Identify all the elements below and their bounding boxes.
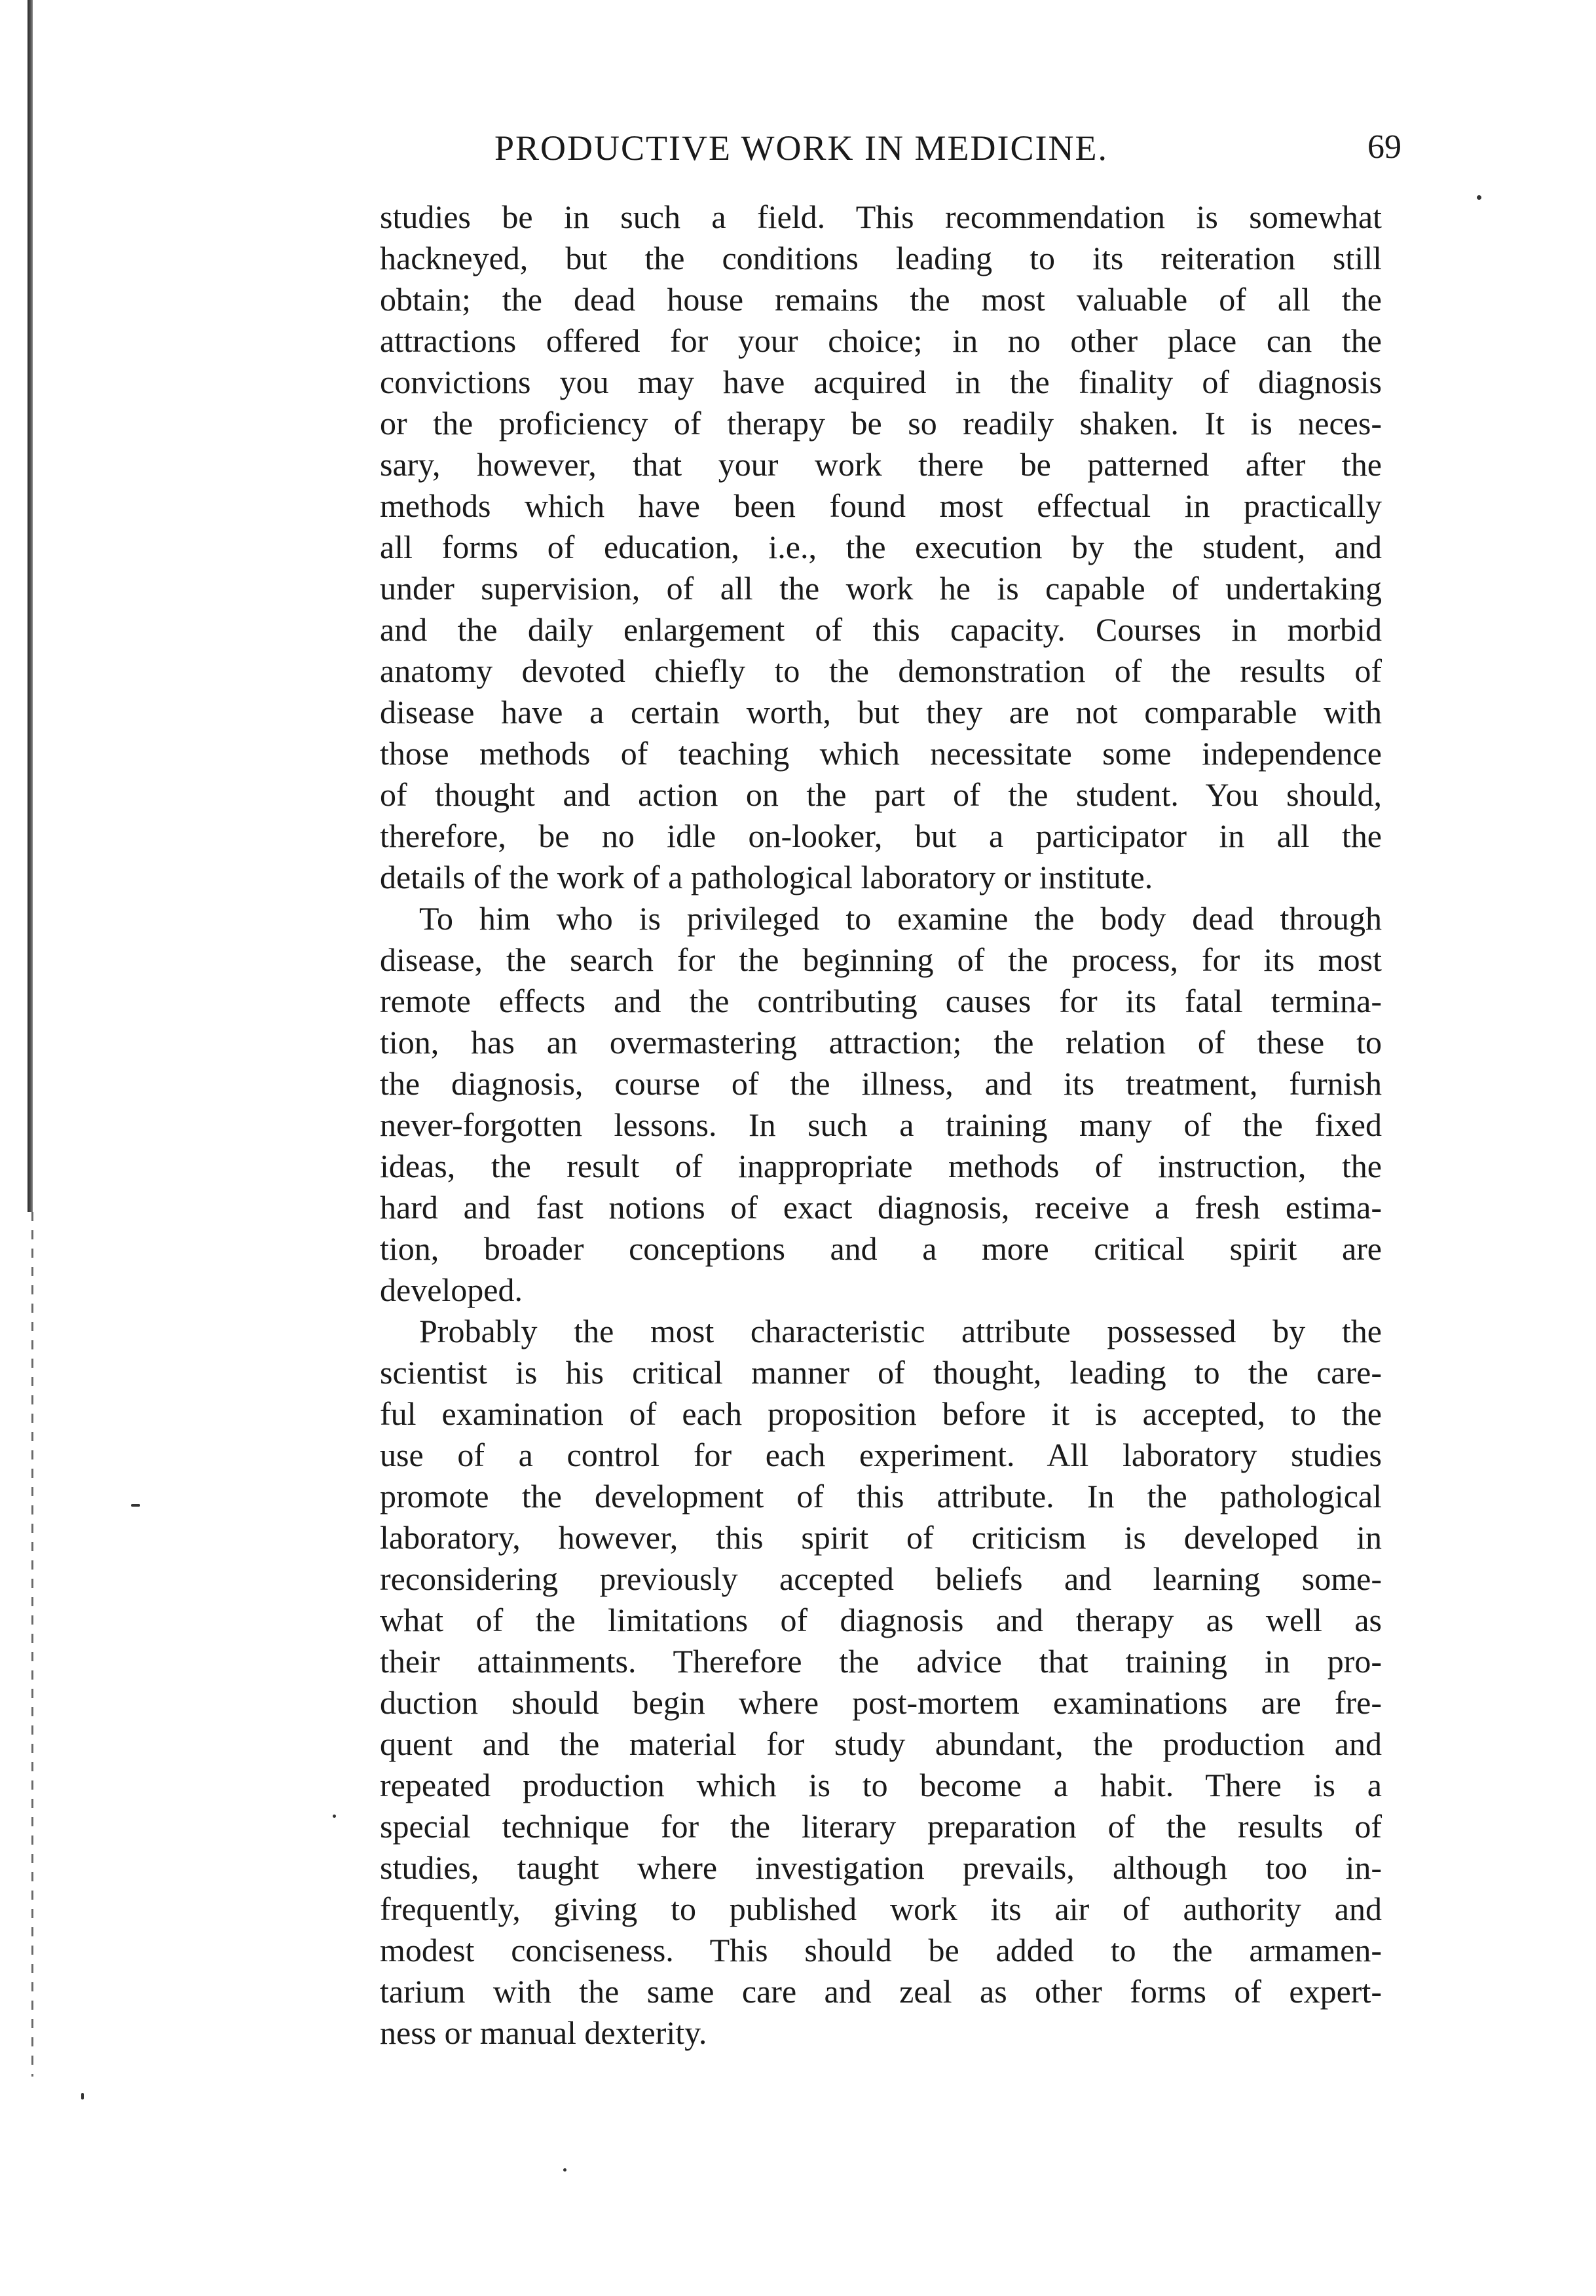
scan-speck [81,2093,84,2099]
text-line: hard and fast notions of exact diagnosis, receive a fresh estima- [380,1189,1382,1226]
binding-edge [28,0,33,1212]
text-line: tarium with the same care and zeal as other forms of expert- [380,1973,1382,2010]
text-line: special technique for the literary preparation of the results of [380,1808,1382,1845]
paragraph [380,1311,1382,2054]
text-line: obtain; the dead house remains the most valuable of all the [380,281,1382,318]
text-line: repeated production which is to become a habit. There is a [380,1767,1382,1803]
text-line: or the proficiency of therapy be so readily shaken. It is neces- [380,405,1382,442]
scan-speck [131,1504,140,1507]
text-line: and the daily enlargement of this capacity. Courses in morbid [380,611,1382,648]
text-line: remote effects and the contributing causes for its fatal termina- [380,983,1382,1019]
text-line: developed. [380,1271,523,1308]
text-line: To him who is privileged to examine the body dead through [419,900,1382,937]
text-line: disease have a certain worth, but they are not comparable with [380,694,1382,730]
text-line: duction should begin where post-mortem examinations are fre- [380,1684,1382,1721]
text-line: methods which have been found most effectual in practically [380,487,1382,524]
text-line: all forms of education, i.e., the execution by the student, and [380,529,1382,565]
running-title: PRODUCTIVE WORK IN MEDICINE. [494,128,1108,168]
text-line: under supervision, of all the work he is capable of undertaking [380,570,1382,607]
text-line: quent and the material for study abundant, the production and [380,1725,1382,1762]
text-line: tion, has an overmastering attraction; the relation of these to [380,1024,1382,1061]
paragraph [380,898,1382,1311]
text-line: ful examination of each proposition before it is accepted, to the [380,1395,1382,1432]
text-line: ness or manual dexterity. [380,2014,707,2051]
text-line: laboratory, however, this spirit of criticism is developed in [380,1519,1382,1556]
text-line: use of a control for each experiment. All laboratory studies [380,1437,1382,1473]
text-line: therefore, be no idle on-looker, but a participator in all the [380,818,1382,854]
body-text [380,197,1382,2054]
text-line: never-forgotten lessons. In such a training many of the fixed [380,1106,1382,1143]
text-line: frequently, giving to published work its air of authority and [380,1891,1382,1927]
text-line: details of the work of a pathological laboratory or institute. [380,859,1153,895]
paragraph [380,197,1382,898]
text-line: attractions offered for your choice; in no other place can the [380,322,1382,359]
text-line: tion, broader conceptions and a more critical spirit are [380,1230,1382,1267]
text-line: sary, however, that your work there be patterned after the [380,446,1382,483]
text-line: Probably the most characteristic attribute possessed by the [419,1313,1382,1349]
text-line: the diagnosis, course of the illness, and its treatment, furnish [380,1065,1382,1102]
text-line: modest conciseness. This should be added to the armamen- [380,1932,1382,1968]
scan-speck [563,2168,566,2172]
text-line: reconsidering previously accepted beliefs and learning some- [380,1560,1382,1597]
page-number: 69 [1367,128,1401,166]
text-line: of thought and action on the part of the student. You should, [380,776,1382,813]
scan-speck [333,1815,336,1818]
text-line: hackneyed, but the conditions leading to its reiteration still [380,240,1382,276]
text-line: anatomy devoted chiefly to the demonstration of the results of [380,652,1382,689]
text-line: studies, taught where investigation prevails, although too in- [380,1849,1382,1886]
scan-speck [1477,195,1481,200]
text-line: convictions you may have acquired in the finality of diagnosis [380,364,1382,400]
text-line: what of the limitations of diagnosis and therapy as well as [380,1602,1382,1638]
binding-edge-lower [31,1212,33,2077]
text-line: scientist is his critical manner of thought, leading to the care- [380,1354,1382,1391]
text-line: those methods of teaching which necessitate some independence [380,735,1382,772]
text-line: promote the development of this attribute. In the pathological [380,1478,1382,1515]
text-line: ideas, the result of inappropriate methods of instruction, the [380,1148,1382,1184]
running-head [367,128,1401,180]
text-line: their attainments. Therefore the advice that training in pro- [380,1643,1382,1680]
text-line: studies be in such a field. This recommendation is somewhat [380,198,1382,235]
text-line: disease, the search for the beginning of the process, for its most [380,941,1382,978]
